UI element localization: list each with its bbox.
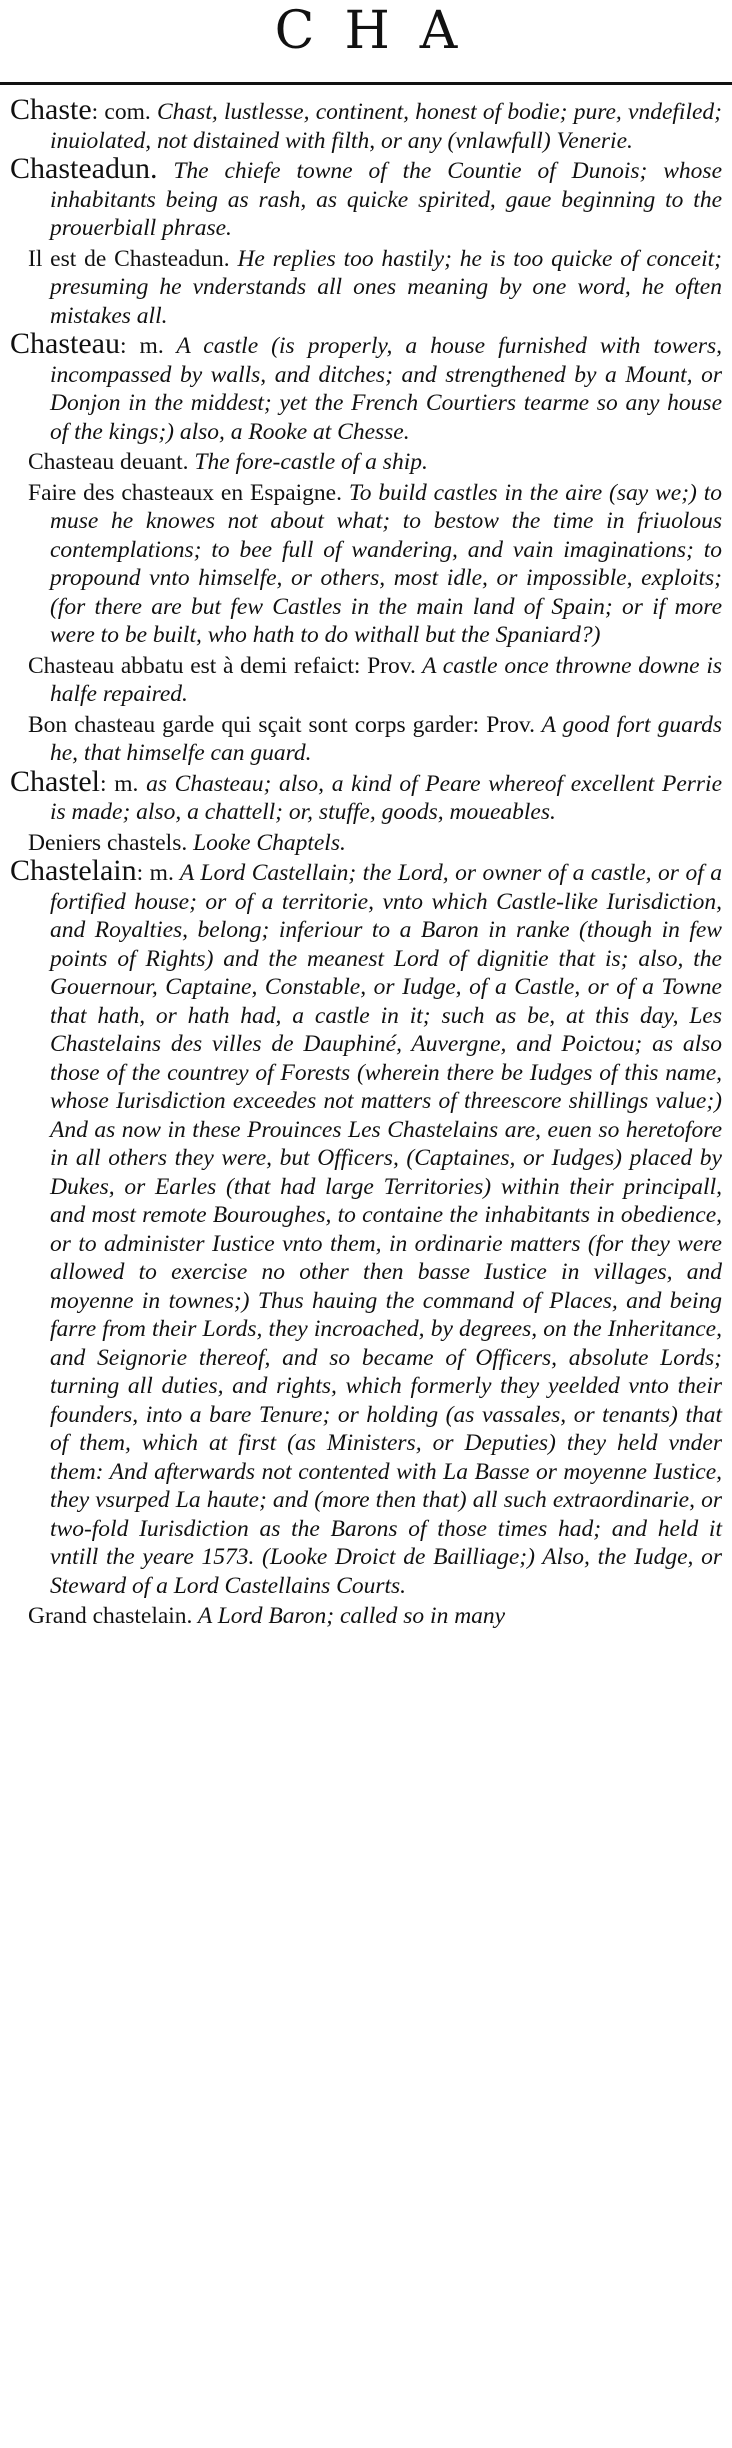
- french-text: : m.: [100, 770, 139, 797]
- english-gloss: The chiefe towne of the Countie of Dunois; whose inhabitants being as rash, as quicke spirited, gaue beginning to the prouerbiall phrase.: [50, 158, 722, 241]
- subentry-bon-chasteau: [10, 709, 722, 768]
- english-gloss: A castle (is properly, a house furnished with towers, incompassed by walls, and ditches; and strengthened by a Mount, or Donjon in the middest; yet the French Courtiers tearme so any house of the kings;) also, a Rooke at Chesse.: [50, 333, 722, 445]
- headword: Chaste: [10, 93, 92, 126]
- french-text: Faire des chasteaux en Espaigne.: [28, 479, 342, 506]
- english-gloss: He replies too hastily; he is too quicke of conceit; presuming he vnderstands all ones meaning by one word, he often mistakes all.: [50, 245, 722, 329]
- entry-chasteau: [10, 327, 722, 446]
- french-text: Chasteau abbatu est à demi refaict: Prov.: [28, 652, 416, 679]
- headword: Chasteau: [10, 327, 120, 360]
- subentry-chasteau-deuant: [10, 446, 722, 477]
- french-text: Il est de Chasteadun.: [28, 245, 230, 272]
- english-gloss: The fore-castle of a ship.: [188, 449, 428, 475]
- entry-chasteadun: [10, 152, 722, 243]
- subentry-chasteadun-phrase: [10, 243, 722, 331]
- entry-chaste: [10, 93, 722, 155]
- french-text: : com.: [91, 99, 151, 125]
- headword: Chasteadun.: [10, 152, 158, 185]
- french-text: : m.: [136, 860, 174, 886]
- entry-chastel: [10, 764, 723, 827]
- english-gloss: To build castles in the aire (say we;) to muse he knowes not about what; to bestow the time in friuolous contemplations; to bee full of wandering, and vain imaginations; to propound vnto himselfe, or others, most idle, or impossible, exploits; (for there are but few Castles in the main land of Spain; or if more were to be built, who hath to do withall but the Spaniard?): [50, 479, 723, 648]
- subentry-chasteau-abbatu: [10, 650, 722, 709]
- english-gloss: A castle once throwne downe is halfe repaired.: [50, 652, 722, 707]
- french-text: Bon chasteau garde qui sçait sont corps garder: Prov.: [28, 711, 535, 738]
- entry-chastelain: [10, 854, 722, 1600]
- running-head: CHA: [274, 1, 488, 61]
- english-gloss: A good fort guards he, that himselfe can guard.: [50, 711, 722, 766]
- headword: Chastel: [10, 764, 100, 798]
- french-text: Deniers chastels.: [28, 829, 188, 856]
- subentry-deniers-chastels: [10, 827, 722, 858]
- english-gloss: as Chasteau; also, a kind of Peare whereof excellent Perrie is made; also, a chattell; or, stuffe, goods, moueables.: [50, 770, 723, 825]
- french-text: Grand chastelain.: [28, 1603, 193, 1629]
- header-rule: [0, 82, 732, 85]
- english-gloss: A Lord Baron; called so in many: [192, 1603, 506, 1629]
- subentry-grand-chastelain: [10, 1600, 722, 1631]
- subentry-chasteaux-en-espaigne: [10, 477, 722, 650]
- english-gloss: Looke Chaptels.: [187, 829, 346, 856]
- french-text: Chasteau deuant.: [28, 449, 189, 475]
- english-gloss: A Lord Castellain; the Lord, or owner of a castle, or of a fortified house; or of a territorie, vnto which Castle-like Iurisdiction, and Royalties, belong; inferiour to a Baron in ranke (though in few points of Rights) and the meanest Lord of dignitie that is; also, the Gouernour, Captaine, Constable, or Iudge, of a Castle, or of a Towne that hath, or hath had, a castle in it; such as be, at this day, Les Chastelains des villes de Dauphiné, Auvergne, and Poictou; as also those of the countrey of Forests (wherein there be Iudges of this name, whose Iurisdiction exceedes not matters of threescore shillings value;) And as now in these Prouinces Les Chastelains are, euen so heretofore in all others they were, but Officers, (Captaines, or Iudges) placed by Dukes, or Earles (that had large Territories) within their principall, and most remote Bouroughes, to containe the inhabitants in obedience, or to administer Iustice vnto them, in ordinarie matters (for they were allowed to exercise no other then basse Iustice in villages, and moyenne in townes;) Thus hauing the command of Places, and being farre from their Lords, they incroached, by degrees, on the Inheritance, and Seignorie thereof, and so became of Officers, absolute Lords; turning all duties, and rights, which formerly they yeelded vnto their founders, into a bare Tenure; or holding (as vassales, or tenants) that of them, which at first (as Ministers, or Deputies) they held vnder them: And afterwards not contented with La Basse or moyenne Iustice, they vsurped La haute; and (more then that) all such extraordinarie, or two-fold Iurisdiction as the Barons of those times had; and held it vntill the yeare 1573. (Looke Droict de Bailliage;) Also, the Iudge, or Steward of a Lord Castellains Courts.: [50, 860, 722, 1599]
- headword: Chastelain: [10, 854, 137, 887]
- entries-column: [10, 93, 723, 1631]
- english-gloss: Chast, lustlesse, continent, honest of bodie; pure, vndefiled; inuiolated, not distained with filth, or any (vnlawfull) Venerie.: [50, 99, 722, 154]
- french-text: : m.: [119, 333, 164, 359]
